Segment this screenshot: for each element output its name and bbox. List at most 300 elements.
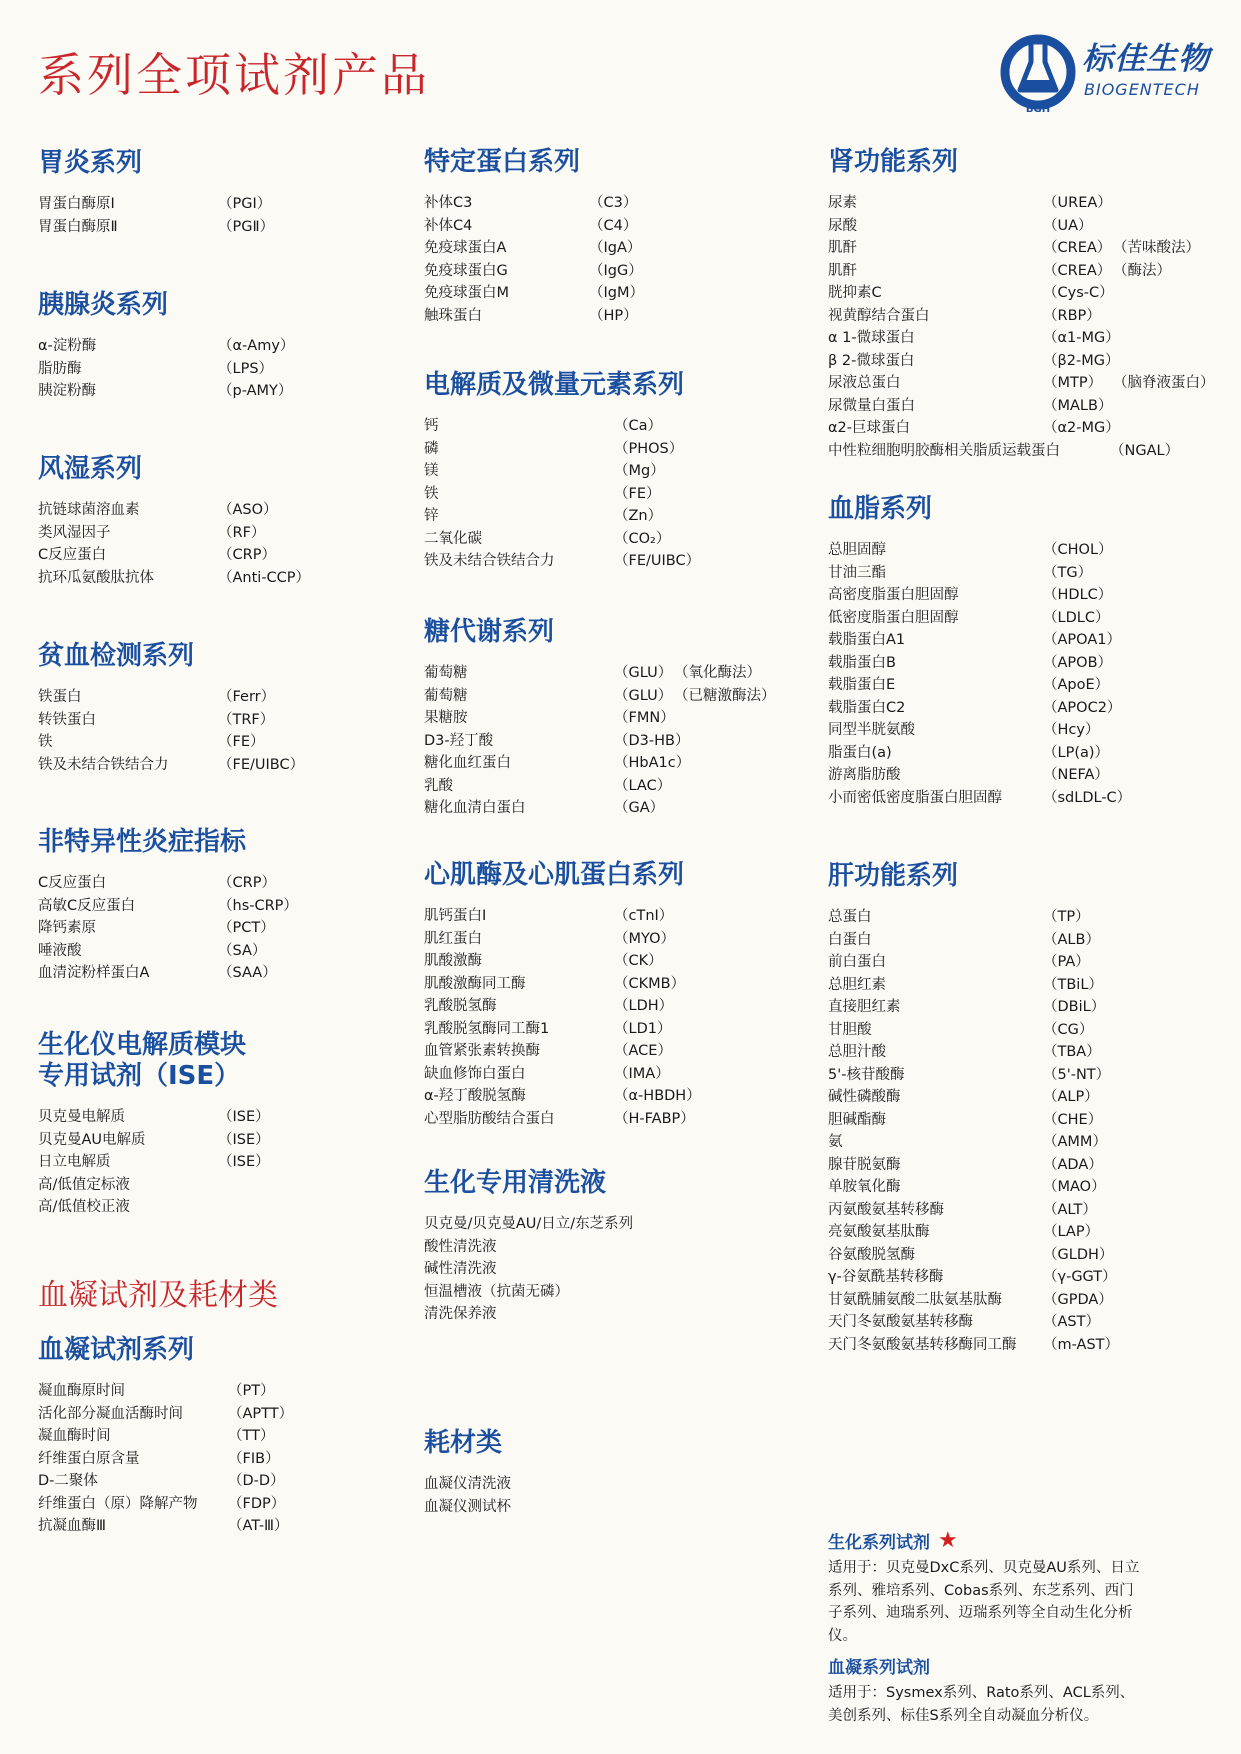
list-item — [38, 1403, 378, 1426]
list-item — [828, 327, 1218, 350]
list-item — [424, 905, 784, 928]
item-code: （Cys-C） — [1043, 285, 1114, 302]
item-name: 小而密低密度脂蛋白胆固醇 — [828, 789, 1002, 806]
item-code: （MALB） — [1043, 397, 1113, 414]
item-name: 纤维蛋白原含量 — [38, 1450, 140, 1467]
section-title-line2: 专用试剂（ISE） — [38, 1061, 241, 1092]
item-code: （hs-CRP） — [218, 897, 298, 914]
logo-sub: BIOGENTECH — [1084, 80, 1200, 99]
item-name: 肌酸激酶同工酶 — [424, 975, 526, 992]
item-name: 乳酸脱氢酶 — [424, 998, 497, 1015]
item-name: 补体C3 — [424, 195, 473, 212]
item-code: （GLU） — [614, 665, 673, 682]
list-item — [828, 1086, 1218, 1109]
item-code: （GLU） — [614, 687, 673, 704]
list-item — [828, 1334, 1218, 1357]
item-name: 凝血酶时间 — [38, 1428, 111, 1445]
item-code: （FIB） — [228, 1450, 280, 1467]
item-code: （TBA） — [1043, 1044, 1101, 1061]
section-xinjimei — [424, 860, 784, 1130]
item-name: 总蛋白 — [828, 909, 872, 926]
item-code: （CRP） — [218, 547, 276, 564]
item-code: （CHOL） — [1043, 542, 1113, 559]
item-name: 载脂蛋白B — [828, 654, 896, 671]
list-item: 血凝仪测试杯 — [424, 1498, 511, 1515]
item-code: （LAC） — [614, 777, 672, 794]
item-name: 二氧化碳 — [424, 530, 482, 547]
section-title: 生化仪电解质模块 — [38, 1030, 247, 1060]
note-body: 适用于：Sysmex系列、Rato系列、ACL系列、美创系列、标佳S系列全自动凝血分析仪。 — [828, 1685, 1135, 1724]
list-item — [424, 528, 784, 551]
item-name: 磷 — [424, 440, 439, 457]
item-name: 补体C4 — [424, 217, 473, 234]
note-title: 生化系列试剂 ★ — [828, 1527, 958, 1553]
item-name: 总胆固醇 — [828, 542, 886, 559]
list-item — [828, 906, 1218, 929]
list-item — [828, 539, 1218, 562]
item-name: 免疫球蛋白A — [424, 240, 507, 257]
list-item — [38, 872, 378, 895]
item-name: 氨 — [828, 1134, 843, 1151]
section-title: 特定蛋白系列 — [424, 147, 581, 177]
item-name: 高敏C反应蛋白 — [38, 897, 136, 914]
section-fengshi — [38, 454, 378, 589]
list-item — [424, 260, 784, 283]
item-code: （IgM） — [589, 285, 644, 302]
section-haocai — [424, 1428, 784, 1518]
list-item — [38, 522, 378, 545]
item-code: （HDLC） — [1043, 587, 1113, 604]
section-title: 胰腺炎系列 — [38, 290, 169, 320]
item-code: （RBP） — [1043, 307, 1101, 324]
item-name: 高/低值定标液 — [38, 1176, 130, 1193]
brand-logo — [998, 30, 1213, 122]
page-title: 系列全项试剂产品 — [38, 48, 430, 102]
item-name: 胱抑素C — [828, 285, 882, 302]
item-code: （CKMB） — [614, 975, 686, 992]
list-item — [828, 674, 1218, 697]
item-name: 腺苷脱氨酶 — [828, 1156, 901, 1173]
section-dianjiezhi — [424, 370, 784, 573]
item-name: 同型半胱氨酸 — [828, 722, 915, 739]
item-name: 碱性磷酸酶 — [828, 1089, 901, 1106]
item-name: 载脂蛋白C2 — [828, 699, 906, 716]
item-name: 铁及未结合铁结合力 — [424, 553, 555, 570]
list-item — [828, 350, 1218, 373]
list-item — [828, 1154, 1218, 1177]
list-item — [828, 1109, 1218, 1132]
list-item — [424, 1040, 784, 1063]
list-item: 血凝仪清洗液 — [424, 1476, 511, 1493]
list-item — [828, 1041, 1218, 1064]
list-item — [828, 996, 1218, 1019]
item-name: 转铁蛋白 — [38, 711, 96, 728]
item-code: （sdLDL-C） — [1043, 789, 1132, 806]
item-code: （HP） — [589, 307, 638, 324]
item-code: （α2-MG） — [1043, 420, 1120, 437]
item-name: 视黄醇结合蛋白 — [828, 307, 930, 324]
list-item — [828, 1019, 1218, 1042]
item-name: 糖化血红蛋白 — [424, 755, 511, 772]
logo-name: 标佳生物 — [1082, 41, 1210, 77]
list-item — [424, 438, 784, 461]
list-item — [828, 260, 1218, 283]
list-item: 中性粒细胞明胶酶相关脂质运载蛋白 （NGAL） — [828, 442, 1180, 459]
item-name: 载脂蛋白A1 — [828, 632, 906, 649]
list-item — [828, 1244, 1218, 1267]
list-item — [424, 973, 784, 996]
item-code: （UA） — [1043, 217, 1093, 234]
item-code: （α-HBDH） — [614, 1088, 701, 1105]
item-code: （PHOS） — [614, 440, 684, 457]
list-item — [424, 775, 784, 798]
section-title: 糖代谢系列 — [424, 617, 555, 647]
list-item — [828, 584, 1218, 607]
list-item — [424, 192, 784, 215]
list-item — [828, 951, 1218, 974]
item-code: （TT） — [228, 1428, 275, 1445]
list-item — [424, 237, 784, 260]
item-name: 肌酐 — [828, 240, 857, 257]
item-code: （FE/UIBC） — [218, 756, 305, 773]
item-name: 谷氨酸脱氢酶 — [828, 1246, 915, 1263]
note-title: 血凝系列试剂 — [828, 1658, 930, 1678]
item-name: 铁 — [424, 485, 439, 502]
list-item — [828, 1131, 1218, 1154]
item-code: （ALP） — [1043, 1089, 1099, 1106]
item-code: （ISE） — [218, 1131, 270, 1148]
list-item — [828, 1064, 1218, 1087]
list-item — [38, 1106, 378, 1129]
item-code: （NEFA） — [1043, 767, 1109, 784]
item-name: γ-谷氨酰基转移酶 — [828, 1269, 944, 1286]
section-pinxue — [38, 641, 378, 776]
item-name: 果糖胺 — [424, 710, 468, 727]
item-code: （APTT） — [228, 1405, 294, 1422]
item-code: （AT-Ⅲ） — [228, 1518, 289, 1535]
item-name: 抗环瓜氨酸肽抗体 — [38, 569, 154, 586]
list-item — [828, 1311, 1218, 1334]
item-method: （氧化酶法） — [674, 665, 761, 682]
item-code: （IgG） — [589, 262, 643, 279]
item-code: （APOA1） — [1043, 632, 1121, 649]
section-title: 肝功能系列 — [828, 861, 959, 891]
item-name: 胰淀粉酶 — [38, 383, 96, 400]
item-name: 尿素 — [828, 195, 857, 212]
item-name: 贝克曼电解质 — [38, 1109, 125, 1126]
list-item — [38, 1174, 378, 1197]
list-item: 清洗保养液 — [424, 1306, 497, 1323]
item-code: （AST） — [1043, 1314, 1100, 1331]
list-item — [38, 1470, 378, 1493]
item-code: （HbA1c） — [614, 755, 691, 772]
item-name: 5'-核苷酸酶 — [828, 1066, 905, 1083]
item-code: （Anti-CCP） — [218, 569, 311, 586]
list-item — [424, 550, 784, 573]
item-name: 铁蛋白 — [38, 689, 82, 706]
item-method: （脑脊液蛋白） — [1113, 375, 1215, 392]
list-item — [38, 754, 378, 777]
item-name: 铁及未结合铁结合力 — [38, 756, 169, 773]
item-code: （TBiL） — [1043, 976, 1103, 993]
item-code: （SA） — [218, 942, 267, 959]
list-item — [828, 192, 1218, 215]
section-qingxi — [424, 1168, 784, 1326]
list-item — [424, 505, 784, 528]
item-name: 贝克曼AU电解质 — [38, 1131, 146, 1148]
section-xuezhi — [828, 494, 1218, 809]
item-code: （DBiL） — [1043, 999, 1106, 1016]
section-title: 电解质及微量元素系列 — [424, 370, 685, 400]
item-name: 纤维蛋白（原）降解产物 — [38, 1495, 198, 1512]
list-item — [828, 237, 1218, 260]
list-item — [828, 1221, 1218, 1244]
item-code: （LDH） — [614, 998, 674, 1015]
list-item — [424, 460, 784, 483]
list-item — [828, 562, 1218, 585]
list-item — [424, 752, 784, 775]
item-code: （RF） — [218, 524, 266, 541]
item-code: （D-D） — [228, 1473, 285, 1490]
list-item: 酸性清洗液 — [424, 1238, 497, 1255]
item-code: （C3） — [589, 195, 638, 212]
list-item — [828, 652, 1218, 675]
section-tangdaixie — [424, 617, 784, 820]
list-item — [424, 1018, 784, 1041]
item-code: （PA） — [1043, 954, 1090, 971]
list-item — [38, 1493, 378, 1516]
list-item — [38, 335, 378, 358]
list-item — [424, 995, 784, 1018]
item-name: 载脂蛋白E — [828, 677, 896, 694]
item-name: 天门冬氨酸氨基转移酶 — [828, 1314, 973, 1331]
list-item — [828, 629, 1218, 652]
item-name: 前白蛋白 — [828, 954, 886, 971]
item-code: （APOB） — [1043, 654, 1113, 671]
section-yixian — [38, 290, 378, 403]
list-item — [424, 1063, 784, 1086]
item-code: （γ-GGT） — [1043, 1269, 1117, 1286]
section-tedingdanbai — [424, 147, 784, 327]
item-name: 天门冬氨酸氨基转移酶同工酶 — [828, 1336, 1017, 1353]
list-item — [828, 282, 1218, 305]
item-code: （ApoE） — [1043, 677, 1110, 694]
item-name: 总胆汁酸 — [828, 1044, 886, 1061]
item-code: （MYO） — [614, 930, 675, 947]
list-item — [38, 380, 378, 403]
item-name: C反应蛋白 — [38, 547, 107, 564]
list-item — [38, 1151, 378, 1174]
list-item — [828, 1289, 1218, 1312]
item-name: 乳酸脱氢酶同工酶1 — [424, 1020, 550, 1037]
item-name: 尿微量白蛋白 — [828, 397, 915, 414]
section-title: 胃炎系列 — [38, 148, 143, 178]
item-name: 肌钙蛋白Ⅰ — [424, 908, 487, 925]
section-title: 耗材类 — [424, 1428, 503, 1458]
section-title: 血脂系列 — [828, 494, 933, 524]
list-item — [424, 730, 784, 753]
section-title: 心肌酶及心肌蛋白系列 — [424, 860, 685, 890]
list-item — [424, 215, 784, 238]
item-name: 糖化血清白蛋白 — [424, 800, 526, 817]
item-name: 胆碱酯酶 — [828, 1111, 886, 1128]
item-name: 甘油三酯 — [828, 564, 886, 581]
item-code: （Ca） — [614, 418, 663, 435]
item-name: 免疫球蛋白M — [424, 285, 510, 302]
list-item — [38, 193, 378, 216]
item-code: （TP） — [1043, 909, 1090, 926]
list-item — [828, 929, 1218, 952]
item-name: 日立电解质 — [38, 1154, 111, 1171]
list-item — [828, 215, 1218, 238]
item-name: 直接胆红素 — [828, 999, 901, 1016]
item-code: （LD1） — [614, 1020, 672, 1037]
list-item — [828, 787, 1218, 810]
item-name: 触珠蛋白 — [424, 307, 482, 324]
item-name: 亮氨酸氨基肽酶 — [828, 1224, 930, 1241]
item-name: 活化部分凝血活酶时间 — [38, 1405, 183, 1422]
item-code: （CHE） — [1043, 1111, 1103, 1128]
list-item — [828, 742, 1218, 765]
item-name: 尿酸 — [828, 217, 857, 234]
item-name: 血清淀粉样蛋白A — [38, 965, 150, 982]
item-code: （Hcy） — [1043, 722, 1100, 739]
section-title: 贫血检测系列 — [38, 641, 195, 671]
item-code: （FE） — [614, 485, 661, 502]
item-code: （cTnⅠ） — [614, 908, 674, 925]
item-code: （PCT） — [218, 920, 275, 937]
item-code: （ISE） — [218, 1154, 270, 1171]
item-name: 白蛋白 — [828, 931, 872, 948]
item-name: 抗链球菌溶血素 — [38, 502, 140, 519]
list-item — [38, 1425, 378, 1448]
item-code: （PGⅡ） — [218, 218, 275, 235]
list-item — [424, 928, 784, 951]
item-code: （ALT） — [1043, 1201, 1097, 1218]
item-code: （GPDA） — [1043, 1291, 1113, 1308]
item-name: D-二聚体 — [38, 1473, 98, 1490]
item-name: 肌红蛋白 — [424, 930, 482, 947]
item-name: 胃蛋白酶原Ⅰ — [38, 196, 115, 213]
item-name: 甘胆酸 — [828, 1021, 872, 1038]
category-title: 血凝试剂及耗材类 — [38, 1278, 278, 1313]
item-name: 抗凝血酶Ⅲ — [38, 1518, 106, 1535]
section-title: 血凝试剂系列 — [38, 1335, 195, 1365]
list-item — [38, 940, 378, 963]
item-name: α2-巨球蛋白 — [828, 420, 911, 437]
item-name: α-羟丁酸脱氢酶 — [424, 1088, 526, 1105]
section-title: 肾功能系列 — [828, 147, 959, 177]
list-item — [38, 917, 378, 940]
item-code: （LPS） — [218, 360, 274, 377]
item-code: （ADA） — [1043, 1156, 1103, 1173]
note-ningxue — [828, 1653, 1218, 1727]
list-item — [424, 797, 784, 820]
list-item — [828, 1266, 1218, 1289]
item-method: （已糖激酶法） — [674, 687, 776, 704]
item-code: （ASO） — [218, 502, 278, 519]
list-item: 贝克曼/贝克曼AU/日立/东芝系列 — [424, 1216, 634, 1233]
item-code: （ISE） — [218, 1109, 270, 1126]
item-code: （C4） — [589, 217, 638, 234]
item-code: （Mg） — [614, 463, 665, 480]
svg-text:BGH: BGH — [1025, 104, 1051, 115]
list-item — [828, 395, 1218, 418]
list-item — [38, 1196, 378, 1219]
item-name: 肌酐 — [828, 262, 857, 279]
item-name: 类风湿因子 — [38, 524, 111, 541]
item-code: （CRP） — [218, 875, 276, 892]
section-gangongneng — [828, 861, 1218, 1356]
item-name: 缺血修饰白蛋白 — [424, 1065, 526, 1082]
list-item — [424, 685, 784, 708]
list-item — [828, 607, 1218, 630]
item-method: （苦味酸法） — [1113, 240, 1200, 257]
item-name: 低密度脂蛋白胆固醇 — [828, 609, 959, 626]
item-name: 乳酸 — [424, 777, 453, 794]
list-item — [424, 282, 784, 305]
item-code: （β2-MG） — [1043, 352, 1120, 369]
list-item — [828, 1176, 1218, 1199]
flask-logo-icon — [998, 32, 1078, 116]
list-item — [38, 1380, 378, 1403]
item-name: 血管紧张素转换酶 — [424, 1043, 540, 1060]
list-item — [424, 305, 784, 328]
section-title: 非特异性炎症指标 — [38, 827, 247, 857]
item-code: （IgA） — [589, 240, 642, 257]
list-item — [828, 417, 1218, 440]
list-item — [38, 358, 378, 381]
list-item — [38, 499, 378, 522]
section-weiyan — [38, 148, 378, 238]
item-name: 葡萄糖 — [424, 665, 468, 682]
item-name: α 1-微球蛋白 — [828, 330, 915, 347]
item-name: 尿液总蛋白 — [828, 375, 901, 392]
list-item — [424, 1085, 784, 1108]
item-code: （UREA） — [1043, 195, 1112, 212]
item-code: （TG） — [1043, 564, 1093, 581]
item-code: （PGⅠ） — [218, 196, 272, 213]
section-yanzheng — [38, 827, 378, 985]
list-item — [424, 415, 784, 438]
item-name: 甘氨酰脯氨酸二肽氨基肽酶 — [828, 1291, 1002, 1308]
list-item — [828, 1199, 1218, 1222]
item-code: （LAP） — [1043, 1224, 1100, 1241]
item-code: （FE） — [218, 734, 265, 751]
item-code: （LP(a)） — [1043, 744, 1110, 761]
item-name: 丙氨酸氨基转移酶 — [828, 1201, 944, 1218]
item-code: （H-FABP） — [614, 1110, 695, 1127]
list-item: 恒温槽液（抗菌无磷） — [424, 1283, 569, 1300]
list-item — [38, 544, 378, 567]
item-code: （ACE） — [614, 1043, 672, 1060]
item-name: 铁 — [38, 734, 53, 751]
section-ningxue-header — [38, 1278, 378, 1328]
item-code: （LDLC） — [1043, 609, 1110, 626]
list-item — [424, 1108, 784, 1131]
item-code: （Zn） — [614, 508, 663, 525]
section-shengongneng — [828, 147, 1218, 462]
item-name: β 2-微球蛋白 — [828, 352, 915, 369]
section-title: 风湿系列 — [38, 454, 143, 484]
item-code: （CO₂） — [614, 530, 671, 547]
note-shenghua — [828, 1528, 1218, 1647]
item-code: （MTP） — [1043, 375, 1103, 392]
item-code: （GLDH） — [1043, 1246, 1114, 1263]
list-item — [424, 483, 784, 506]
item-name: 高/低值校正液 — [38, 1199, 130, 1216]
item-name: α-淀粉酶 — [38, 338, 97, 355]
